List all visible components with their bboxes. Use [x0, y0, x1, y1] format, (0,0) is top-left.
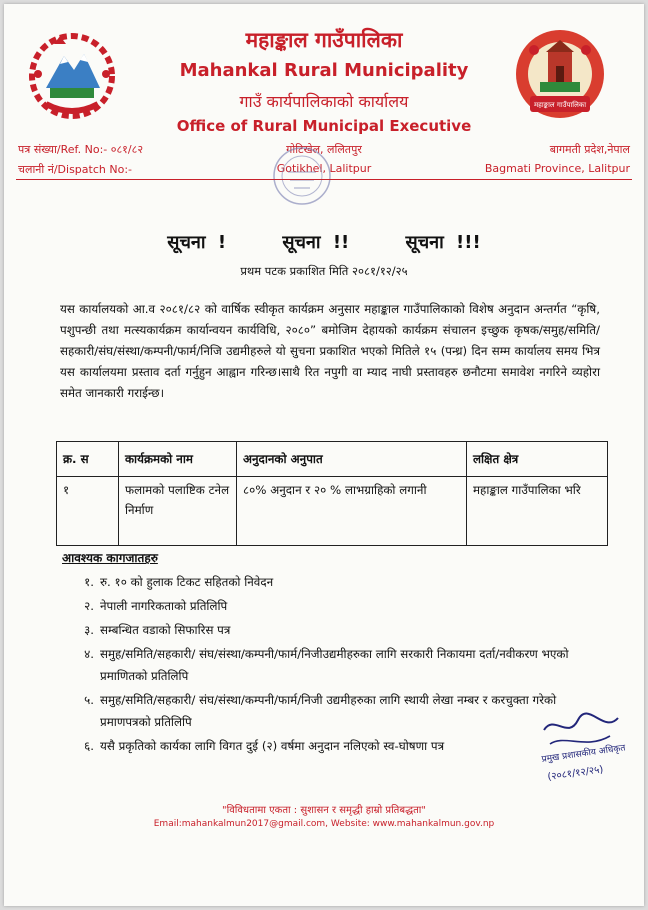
header-divider — [16, 179, 632, 180]
place-np: गोटिखेल, ललितपुर — [286, 143, 362, 156]
list-item-number: २. — [84, 599, 94, 613]
notice-title — [4, 230, 644, 254]
table-header: कार्यक्रमको नाम — [119, 442, 237, 477]
documents-title: आवश्यक कागजातहरु — [62, 551, 158, 565]
table-header: अनुदानको अनुपात — [237, 442, 467, 477]
table-header: लक्षित क्षेत्र — [467, 442, 608, 477]
table-header-row — [57, 442, 608, 477]
notice-document — [4, 4, 644, 906]
notice-title-3: सूचना !!! — [405, 232, 481, 253]
list-item-number: ५. — [84, 693, 94, 707]
list-item-text: समुह/समिति/सहकारी/ संघ/संस्था/कम्पनी/फार्म/निजीउद्यमीहरुका लागि सरकारी निकायमा दर्ता/नवीकरण भएको प्रमाणितको प्रतिलिपि — [100, 647, 569, 683]
list-item — [64, 619, 584, 641]
table-cell: फलामको पलाष्टिक टनेल निर्माण — [119, 477, 237, 546]
list-item — [64, 571, 584, 593]
table-header: क्र. स — [57, 442, 119, 477]
table-cell: महाङ्काल गाउँपालिका भरि — [467, 477, 608, 546]
list-item-text: यसै प्रकृतिको कार्यका लागि विगत दुई (२) वर्षमा अनुदान नलिएको स्व-घोषणा पत्र — [100, 739, 445, 753]
table-cell: ८०% अनुदान र २० % लाभग्राहिको लगानी — [237, 477, 467, 546]
list-item — [64, 595, 584, 617]
list-item-text: समुह/समिति/सहकारी/ संघ/संस्था/कम्पनी/फार्म/निजी उद्यमीहरुका लागि स्थायी लेखा नम्बर र करचुक्ता गरेको प्रमाणपत्रको प्रतिलिपि — [100, 693, 557, 729]
footer-contact: Email:mahankalmun2017@gmail.com, Website: www.mahankalmun.gov.np — [153, 819, 495, 829]
ref-number: पत्र संख्या/Ref. No:- ०८१/८२ — [18, 143, 144, 156]
list-item — [64, 689, 584, 733]
notice-title-2: सूचना !! — [282, 232, 350, 253]
notice-title-1: सूचना ! — [167, 232, 227, 253]
program-table — [56, 441, 608, 546]
footer-motto: "विविधतामा एकता : सुशासन र समृद्धी हाम्रो प्रतिबद्धता" — [222, 805, 426, 816]
org-name-en: Mahankal Rural Municipality — [179, 60, 469, 81]
list-item-text: सम्बन्धित वडाको सिफारिस पत्र — [100, 623, 231, 637]
list-item — [64, 735, 534, 757]
office-name-np: गाउँ कार्यपालिकाको कार्यालय — [239, 92, 409, 111]
signature-icon — [534, 710, 644, 790]
place-en: Gotikhel, Lalitpur — [276, 162, 372, 175]
table-row — [57, 477, 608, 546]
list-item-text: नेपाली नागरिकताको प्रतिलिपि — [100, 599, 228, 613]
list-item-number: ४. — [84, 647, 94, 661]
list-item-number: ६. — [84, 739, 94, 753]
documents-list — [64, 571, 584, 759]
org-name-np: महाङ्काल गाउँपालिका — [245, 28, 403, 52]
list-item-number: १. — [84, 575, 94, 589]
list-item-text: रु. १० को हुलाक टिकट सहितको निवेदन — [100, 575, 274, 589]
province-en: Bagmati Province, Lalitpur — [484, 162, 630, 175]
province-np: बागमती प्रदेश,नेपाल — [549, 143, 630, 156]
list-item-number: ३. — [84, 623, 94, 637]
signature-date: (२०८१/१२/२५) — [546, 764, 605, 783]
office-stamp-icon — [244, 142, 354, 210]
logo-caption: महाङ्काल गाउँपालिका — [533, 101, 587, 109]
signature-title: प्रमुख प्रशासकीय अधिकृत — [541, 743, 627, 765]
notice-paragraph: यस कार्यालयको आ.व २०८१/८२ को वार्षिक स्वीकृत कार्यक्रम अनुसार महाङ्काल गाउँपालिकाको विशेष अनुदान अन्तर्गत “कृषि, पशुपन्छी तथा मत्स्यकार्यक्रम कार्यान्वयन कार्यविधि, २०८०” बमोजिम देहायको कार्यक्रम संचालन इच्छुक कृषक/समुह/समिति/सहकारी/संघ/संस्था/कम्पनी/फार्म/निजि उद्यमीहरुले यो सुचना प्रकाशित भएको मितिले १५ (पन्ध्र) दिन सम्म कार्यालय समय भित्र यस कार्यालयमा प्रस्ताव दर्ता गर्नुहुन आह्वान गरिन्छ।साथै रित नपुगी वा म्याद नाघी प्रस्तावहरु छनौटमा समावेश नगरिने व्यहोरा समेत जानकारी गराईन्छ। — [60, 302, 600, 400]
dispatch-number: चलानी नं/Dispatch No:- — [18, 163, 132, 176]
table-cell: १ — [57, 477, 119, 546]
published-date: प्रथम पटक प्रकाशित मिति २०८१/१२/२५ — [240, 264, 408, 278]
list-item — [64, 643, 584, 687]
office-name-en: Office of Rural Municipal Executive — [176, 117, 472, 135]
